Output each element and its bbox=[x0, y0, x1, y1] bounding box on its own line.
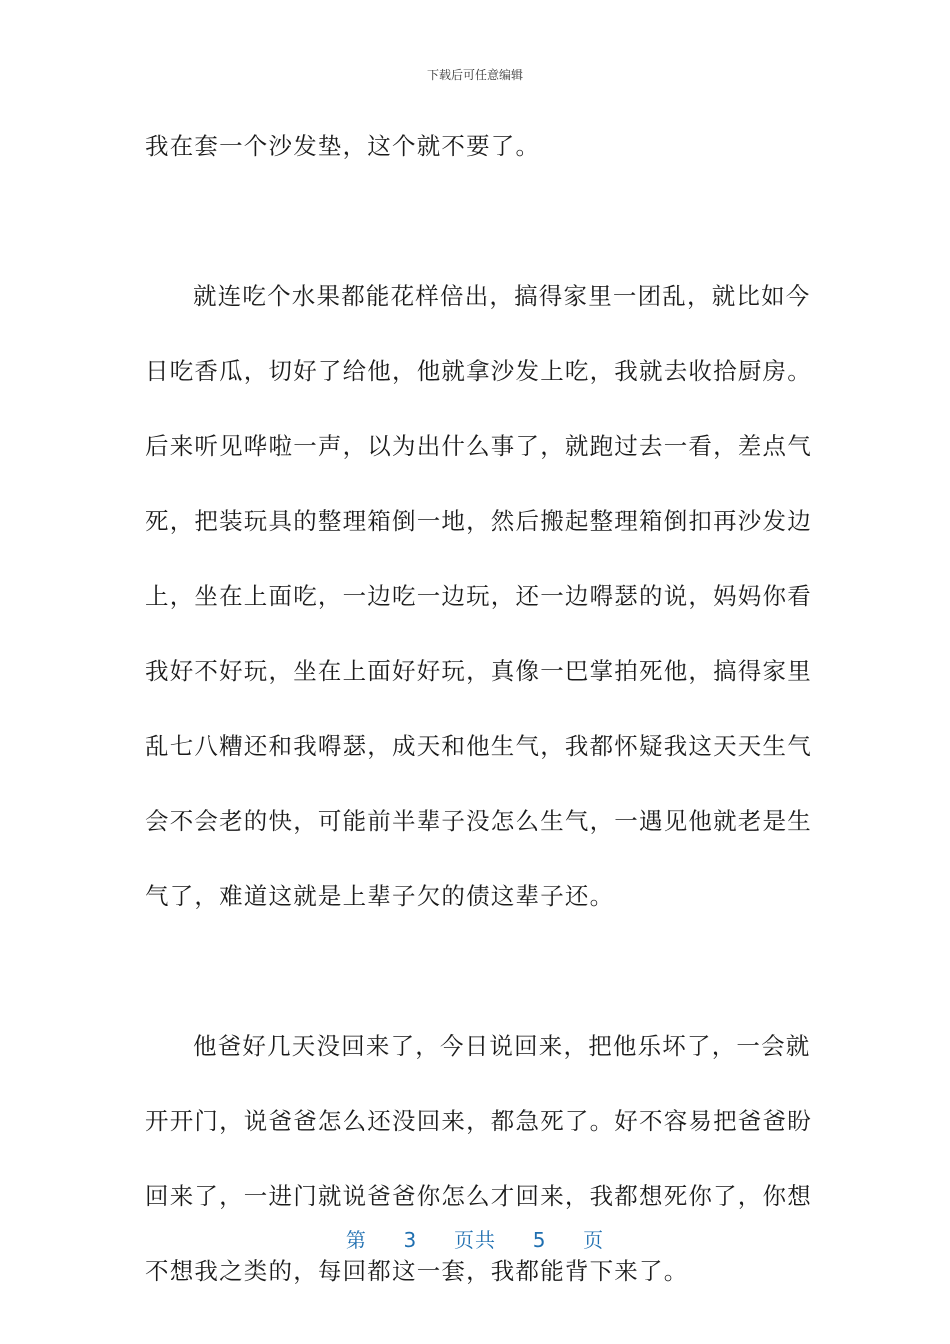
text-line: 会不会老的快，可能前半辈子没怎么生气，一遇见他就老是生 bbox=[145, 807, 812, 835]
text-line: 上，坐在上面吃，一边吃一边玩，还一边嘚瑟的说，妈妈你看 bbox=[145, 582, 812, 610]
paragraph-spacer bbox=[145, 196, 795, 271]
total-pages-number: 5 bbox=[532, 1228, 547, 1252]
page-header: 下载后可任意编辑 bbox=[426, 68, 523, 82]
page-footer bbox=[0, 1224, 950, 1253]
paragraph-spacer bbox=[145, 946, 795, 1021]
text-line: 死，把装玩具的整理箱倒一地，然后搬起整理箱倒扣再沙发边 bbox=[145, 507, 812, 535]
page-label-suffix: 页 bbox=[583, 1228, 605, 1252]
document-body bbox=[145, 121, 812, 1321]
current-page-number: 3 bbox=[403, 1228, 418, 1252]
text-line: 开开门，说爸爸怎么还没回来，都急死了。好不容易把爸爸盼 bbox=[145, 1107, 812, 1135]
text-line: 他爸好几天没回来了，今日说回来，把他乐坏了，一会就 bbox=[193, 1032, 811, 1060]
text-line: 日吃香瓜，切好了给他，他就拿沙发上吃，我就去收拾厨房。 bbox=[145, 357, 812, 385]
text-line: 回来了，一进门就说爸爸你怎么才回来，我都想死你了，你想 bbox=[145, 1182, 812, 1210]
text-line: 我在套一个沙发垫，这个就不要了。 bbox=[145, 132, 541, 160]
text-line: 我好不好玩，坐在上面好好玩，真像一巴掌拍死他，搞得家里 bbox=[145, 657, 812, 685]
text-line: 不想我之类的，每回都这一套，我都能背下来了。 bbox=[145, 1257, 689, 1285]
page-label-mid: 页共 bbox=[454, 1228, 496, 1252]
text-line: 乱七八糟还和我嘚瑟，成天和他生气，我都怀疑我这天天生气 bbox=[145, 732, 812, 760]
text-line: 就连吃个水果都能花样倍出，搞得家里一团乱，就比如今 bbox=[193, 282, 811, 310]
page-label-prefix: 第 bbox=[345, 1228, 367, 1252]
text-line: 后来听见哗啦一声，以为出什么事了，就跑过去一看，差点气 bbox=[145, 432, 812, 460]
text-line: 气了，难道这就是上辈子欠的债这辈子还。 bbox=[145, 882, 615, 910]
